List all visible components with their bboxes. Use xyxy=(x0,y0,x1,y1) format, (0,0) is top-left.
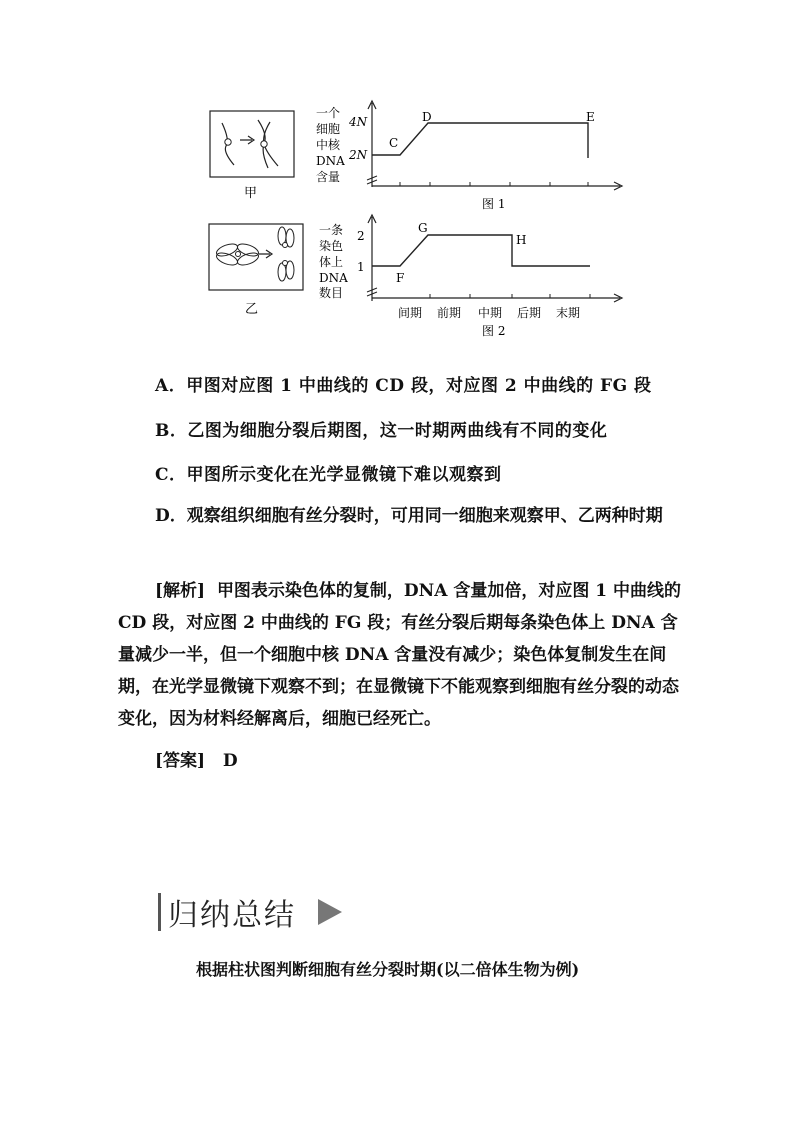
summary-title: 归纳总结 xyxy=(168,898,296,933)
graph1 xyxy=(316,101,622,211)
graph2-caption: 图 2 xyxy=(482,324,506,338)
graph2-ylabel xyxy=(319,223,348,300)
graph2-point: F xyxy=(396,271,405,285)
graph2-phase: 后期 xyxy=(517,306,542,320)
panel-yi xyxy=(209,224,303,317)
analysis xyxy=(118,575,688,735)
summary-arrow-icon xyxy=(318,899,342,925)
option-b: B．乙图为细胞分裂后期图，这一时期两曲线有不同的变化 xyxy=(155,421,608,441)
analysis-tag: [解析] xyxy=(155,581,206,601)
answer-value: D xyxy=(222,751,238,771)
answer-tag: [答案] xyxy=(155,751,206,771)
graph1-caption: 图 1 xyxy=(482,197,506,211)
graph2-phase: 前期 xyxy=(437,306,462,320)
graph2-ylabel-line: 一条 xyxy=(319,223,344,237)
graph1-ylabel-line: DNA xyxy=(316,154,345,168)
figure xyxy=(0,0,794,360)
graph2-ylabel-line: 染色 xyxy=(319,239,344,253)
graph1-ylabel-line: 细胞 xyxy=(316,122,341,136)
summary-subtitle: 根据柱状图判断细胞有丝分裂时期(以二倍体生物为例) xyxy=(196,960,580,979)
analysis-text: 甲图表示染色体的复制，DNA 含量加倍，对应图 1 中曲线的 CD 段，对应图 2 中曲线的 FG 段；有丝分裂后期每条染色体上 DNA 含量减少一半，但一个细胞中核 DNA 含量没有减少；染色体复制发生在间期，在光学显微镜下观察不到；在显微镜下不能观察到细胞有丝分裂的动态变化，因为材料经解离后，细胞已经死亡。 xyxy=(118,581,681,729)
option-d-text: D．观察组织细胞有丝分裂时，可用同一细胞来观察甲、乙两种时期 xyxy=(155,506,663,526)
graph2-phase: 间期 xyxy=(398,306,423,320)
graph1-point: D xyxy=(422,110,432,124)
graph1-ylabel-line: 中核 xyxy=(316,138,341,152)
option-c: C．甲图所示变化在光学显微镜下难以观察到 xyxy=(155,465,502,485)
graph1-point: E xyxy=(586,110,595,124)
graph2-ylabel-line: DNA xyxy=(319,271,348,285)
graph1-point: C xyxy=(389,136,399,150)
graph2-ylabel-line: 数目 xyxy=(319,286,344,300)
graph1-tick: 2N xyxy=(349,148,368,162)
graph2-point: G xyxy=(418,221,428,235)
graph2-tick: 2 xyxy=(357,229,365,243)
graph2-ylabel-line: 体上 xyxy=(319,255,344,269)
graph1-ylabel-line: 含量 xyxy=(316,170,341,184)
graph2-phases xyxy=(398,305,580,320)
answer xyxy=(118,745,688,777)
panel-jia-label: 甲 xyxy=(244,186,258,201)
panel-jia xyxy=(210,111,294,201)
graph2-phase: 中期 xyxy=(478,306,503,320)
graph2-point: H xyxy=(516,233,527,247)
graph2-tick: 1 xyxy=(357,260,365,274)
graph1-ylabel xyxy=(316,106,345,184)
option-a: A．甲图对应图 1 中曲线的 CD 段，对应图 2 中曲线的 FG 段 xyxy=(155,376,652,396)
option-d xyxy=(118,500,688,532)
panel-yi-label: 乙 xyxy=(245,302,259,317)
graph1-ylabel-line: 一个 xyxy=(316,106,341,120)
graph1-tick: 4N xyxy=(349,115,368,129)
graph2 xyxy=(319,215,622,338)
summary-bar xyxy=(158,893,161,931)
graph2-phase: 末期 xyxy=(556,306,581,320)
